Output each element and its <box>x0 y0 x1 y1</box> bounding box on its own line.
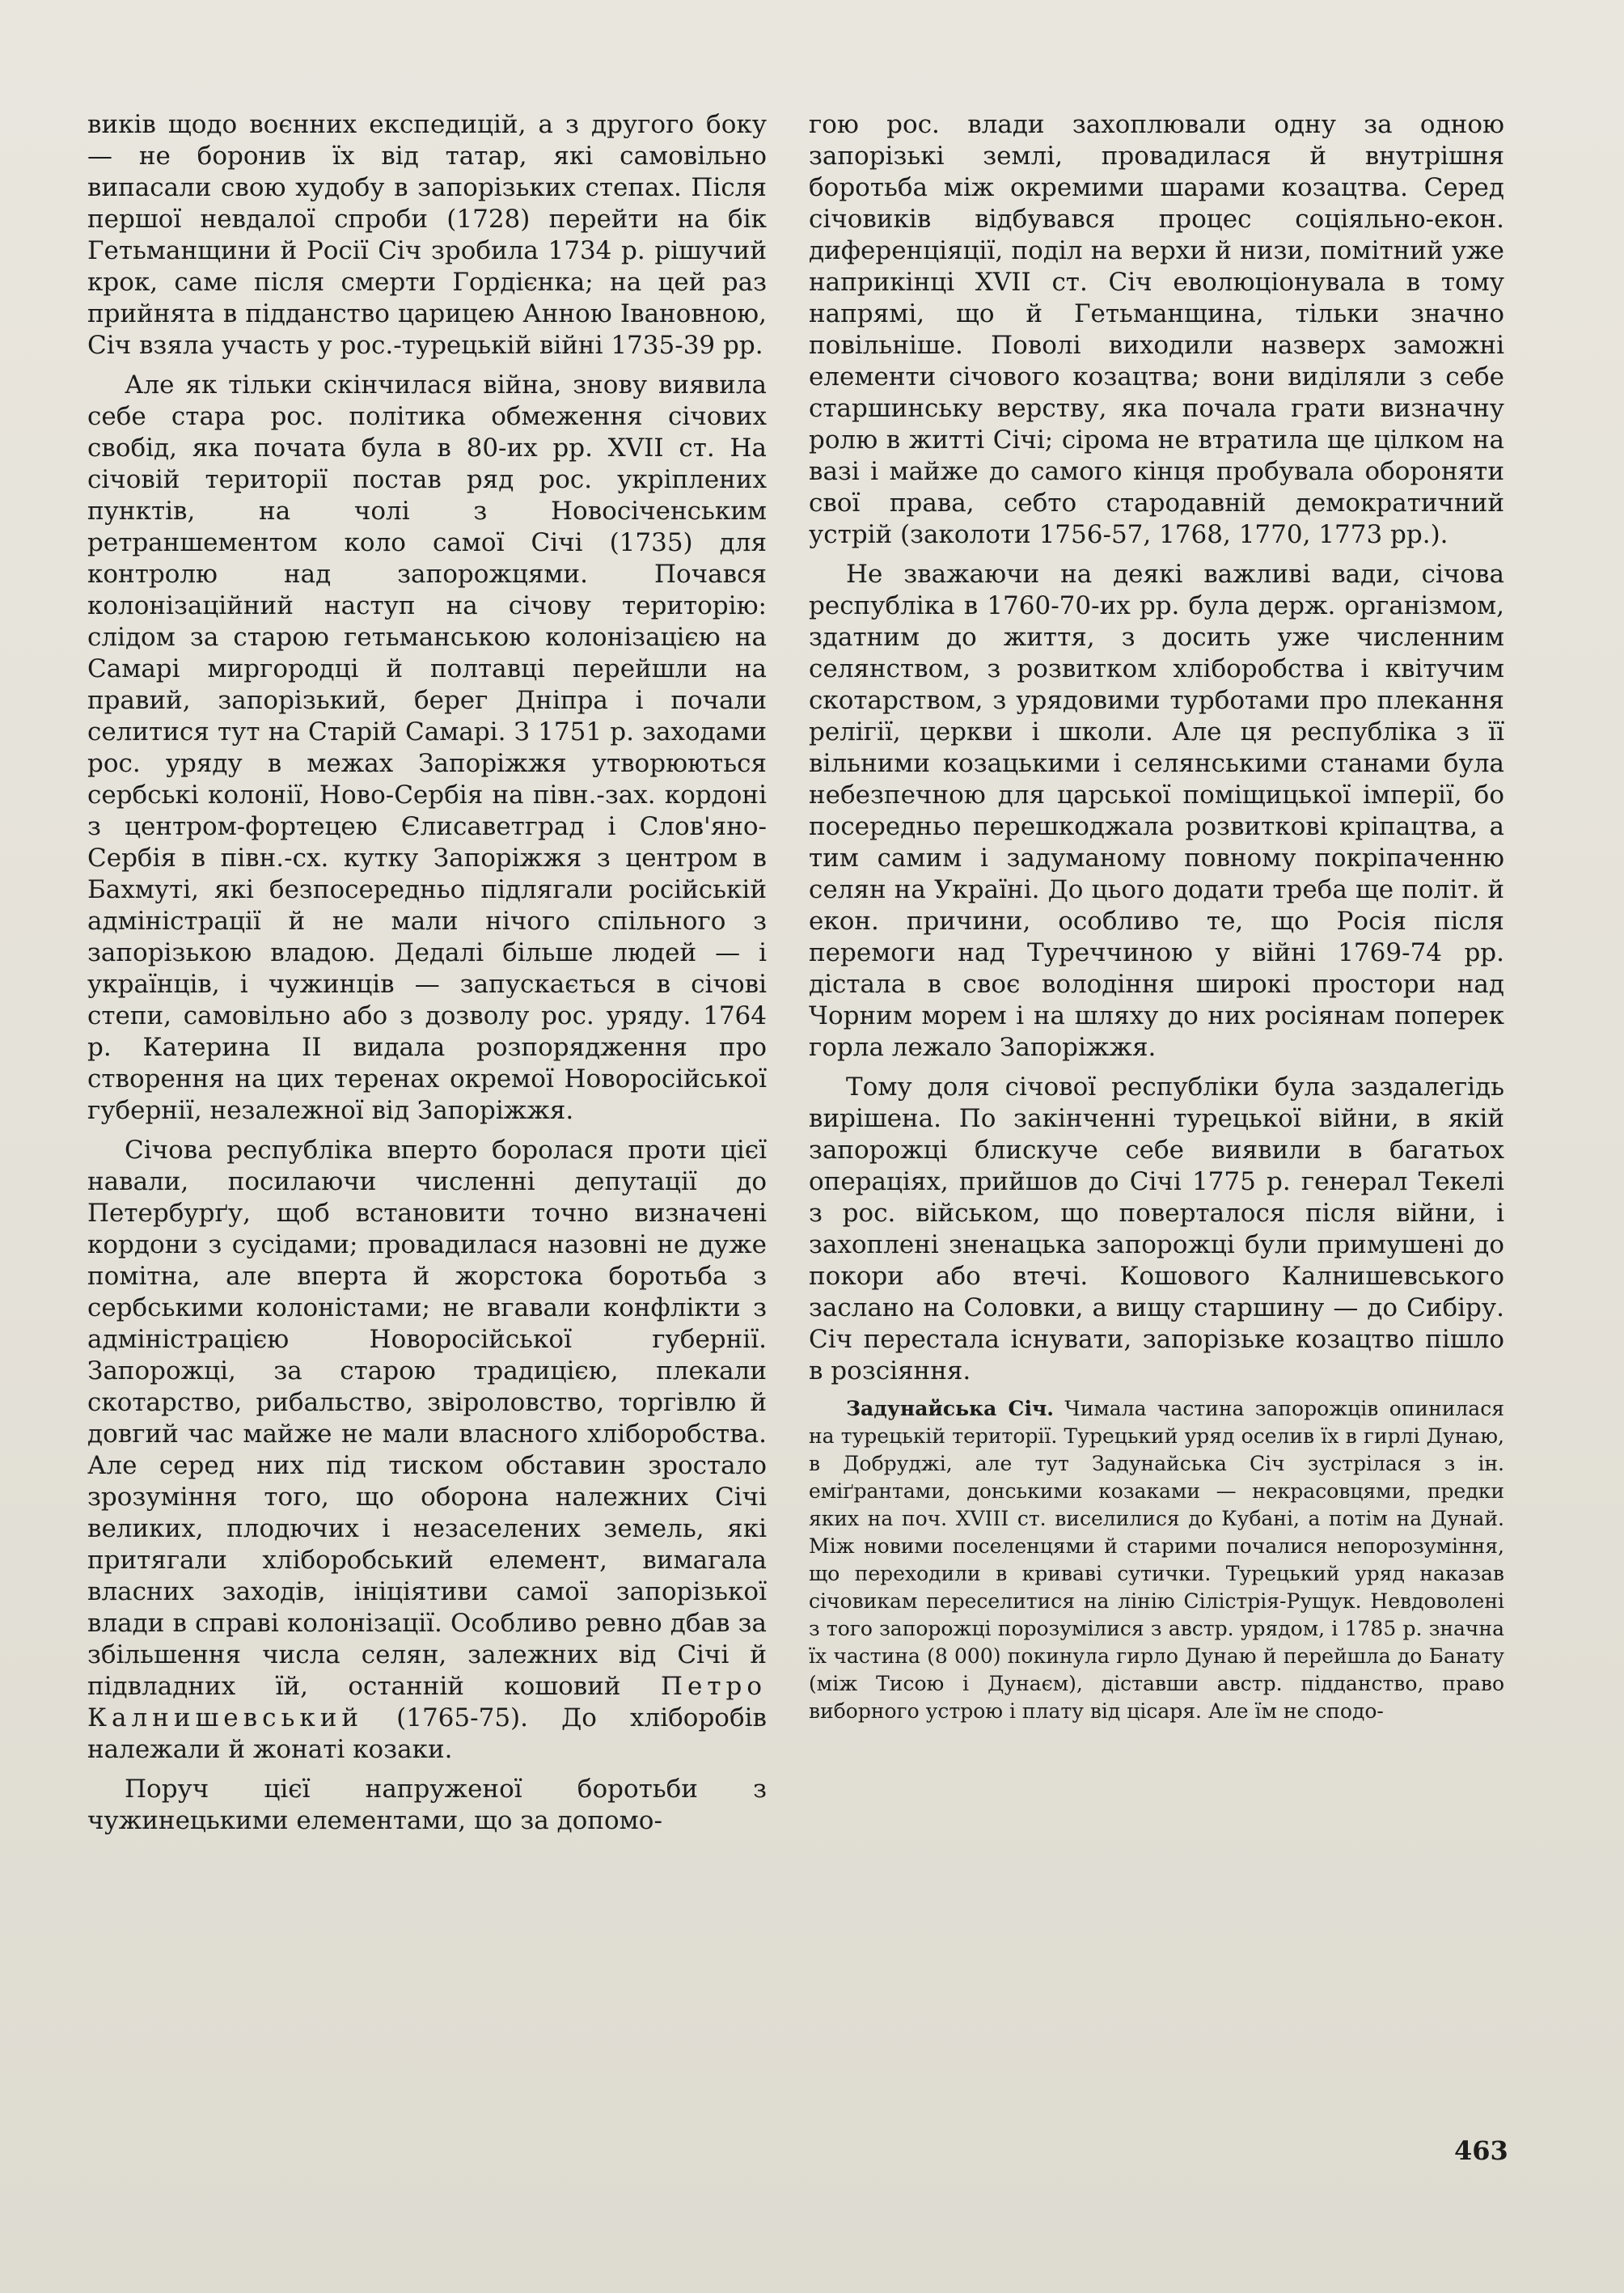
zadunaiska-sich-section <box>809 1395 1504 1725</box>
right-paragraph-2: Не зважаючи на деякі важливі вади, січова республіка в 1760-70-их рр. була держ. організмом, здатним до життя, з досить уже численним селянством, з розвитком хліборобства і квітучим скотарством, з урядовими турботами про плекання релігії, церкви і школи. Але ця республіка з її вільними козацькими і селянськими станами була небезпечною для царської поміщицької імперії, бо посередньо перешкоджала розвиткові кріпацтва, а тим самим і задуманому повному покріпаченню селян на Україні. До цього додати треба ще політ. й екон. причини, особливо те, що Росія після перемоги над Туреччиною у війні 1769-74 рр. дістала в своє володіння широкі простори над Чорним морем і на шляху до них росіянам поперек горла лежало Запоріжжя. <box>809 560 1504 1062</box>
left-paragraph-3-end: (1765-75). До хліборобів належали й жонаті козаки. <box>87 1703 767 1764</box>
left-paragraph-4: Поруч цієї напруженої боротьби з чужинецькими елементами, що за допомо- <box>87 1775 767 1835</box>
person-name-kalnyshevsky: Петро Калнишевський <box>87 1672 767 1732</box>
section-run-in-heading: Задунайська Січ. <box>846 1397 1054 1420</box>
right-paragraph-3: Тому доля січової республіки була заздалегідь вирішена. По закінченні турецької війни, в якій запорожці блискуче себе виявили в багатьох операціях, прийшов до Січі 1775 р. генерал Текелі з рос. військом, що поверталося після війни, і захоплені зненацька запорожці були примушені до покори або втечі. Кошового Калнишевського заслано на Соловки, а вищу старшину — до Сибіру. Січ перестала існувати, запорізьке козацтво пішло в розсіяння. <box>809 1072 1504 1386</box>
left-paragraph-2: Але як тільки скінчилася війна, знову виявила себе стара рос. політика обмеження січових свобід, яка почата була в 80-их рр. XVII ст. На січовій території постав ряд рос. укріплених пунктів, на чолі з Новосіченським ретраншементом коло самої Січі (1735) для контролю над запорожцями. Почався колонізаційний наступ на січову територію: слідом за старою гетьманською колонізацією на Самарі миргородці й полтавці перейшли на правий, запорізький, берег Дніпра і почали селитися тут на Старій Самарі. З 1751 р. заходами рос. уряду в межах Запоріжжя утворюються сербські колонії, Ново-Сербія на півн.-зах. кордоні з центром-фортецею Єлисаветград і Слов'яно-Сербія в півн.-сх. кутку Запоріжжя з центром в Бахмуті, які безпосередньо підлягали російській адміністрації й не мали нічого спільного з запорізькою владою. Дедалі більше людей — і українців, і чужинців — запускається в січові степи, самовільно або з дозволу рос. уряду. 1764 р. Катерина II видала розпорядження про створення на цих теренах окремої Новоросійської губернії, незалежної від Запоріжжя. <box>87 370 767 1125</box>
left-paragraph-3-text: Січова республіка вперто боролася проти цієї навали, посилаючи численні депутації до Петербурґу, щоб встановити точно визначені кордони з сусідами; провадилася назовні не дуже помітна, але вперта й жорстока боротьба з сербськими колоністами; не вгавали конфлікти з адміністрацією Новоросійської губернії. Запорожці, за старою традицією, плекали скотарство, рибальство, звіроловство, торгівлю й довгий час майже не мали власного хліборобства. Але серед них під тиском обставин зростало зрозуміння того, що оборона належних Січі великих, плодючих і незаселених земель, які притягали хліборобський елемент, вимагала власних заходів, ініціятиви самої запорізької влади в справі колонізації. Особливо ревно дбав за збільшення числа селян, залежних від Січі й підвладних їй, останній кошовий <box>87 1136 767 1701</box>
right-paragraph-1: гою рос. влади захоплювали одну за одною запорізькі землі, провадилася й внутрішня боротьба між окремими шарами козацтва. Серед січовиків відбувався процес соціяльно-екон. диференціяції, поділ на верхи й низи, помітний уже наприкінці XVII ст. Січ еволюціонувала в тому напрямі, що й Гетьманщина, тільки значно повільніше. Поволі виходили назверх заможні елементи січового козацтва; вони виділяли з себе старшинську верству, яка почала грати визначну ролю в житті Січі; сірома не втратила ще цілком на вазі і майже до самого кінця пробувала обороняти свої права, себто стародавній демократичний устрій (заколоти 1756-57, 1768, 1770, 1773 рр.). <box>809 110 1504 549</box>
right-column <box>809 109 1504 1733</box>
page-number: 463 <box>1454 2135 1508 2166</box>
left-column <box>87 109 767 1845</box>
left-paragraph-3 <box>87 1135 767 1766</box>
section-text: Чимала частина запорожців опинилася на турецькій території. Турецький уряд оселив їх в гирлі Дунаю, в Добруджі, але тут Задунайська Січ зустрілася з ін. еміґрантами, донськими козаками — некрасовцями, предки яких на поч. XVIII ст. виселилися до Кубані, а потім на Дунай. Між новими поселенцями й старими почалися непорозуміння, що переходили в криваві сутички. Турецький уряд наказав січовикам переселитися на лінію Сілістрія-Рущук. Невдоволені з того запорожці порозумілися з австр. урядом, і 1785 р. значна їх частина (8 000) покинула гирло Дунаю й перейшла до Банату (між Тисою і Дунаєм), діставши австр. підданство, право виборного устрою і плату від цісаря. Але їм не сподо- <box>809 1397 1504 1723</box>
left-paragraph-1: виків щодо воєнних експедицій, а з другого боку — не боронив їх від татар, які самовільно випасали свою худобу в запорізьких степах. Після першої невдалої спроби (1728) перейти на бік Гетьманщини й Росії Січ зробила 1734 р. рішучий крок, саме після смерти Гордієнка; на цей раз прийнята в підданство царицею Анною Івановною, Січ взяла участь у рос.-турецькій війні 1735-39 рр. <box>87 110 767 360</box>
